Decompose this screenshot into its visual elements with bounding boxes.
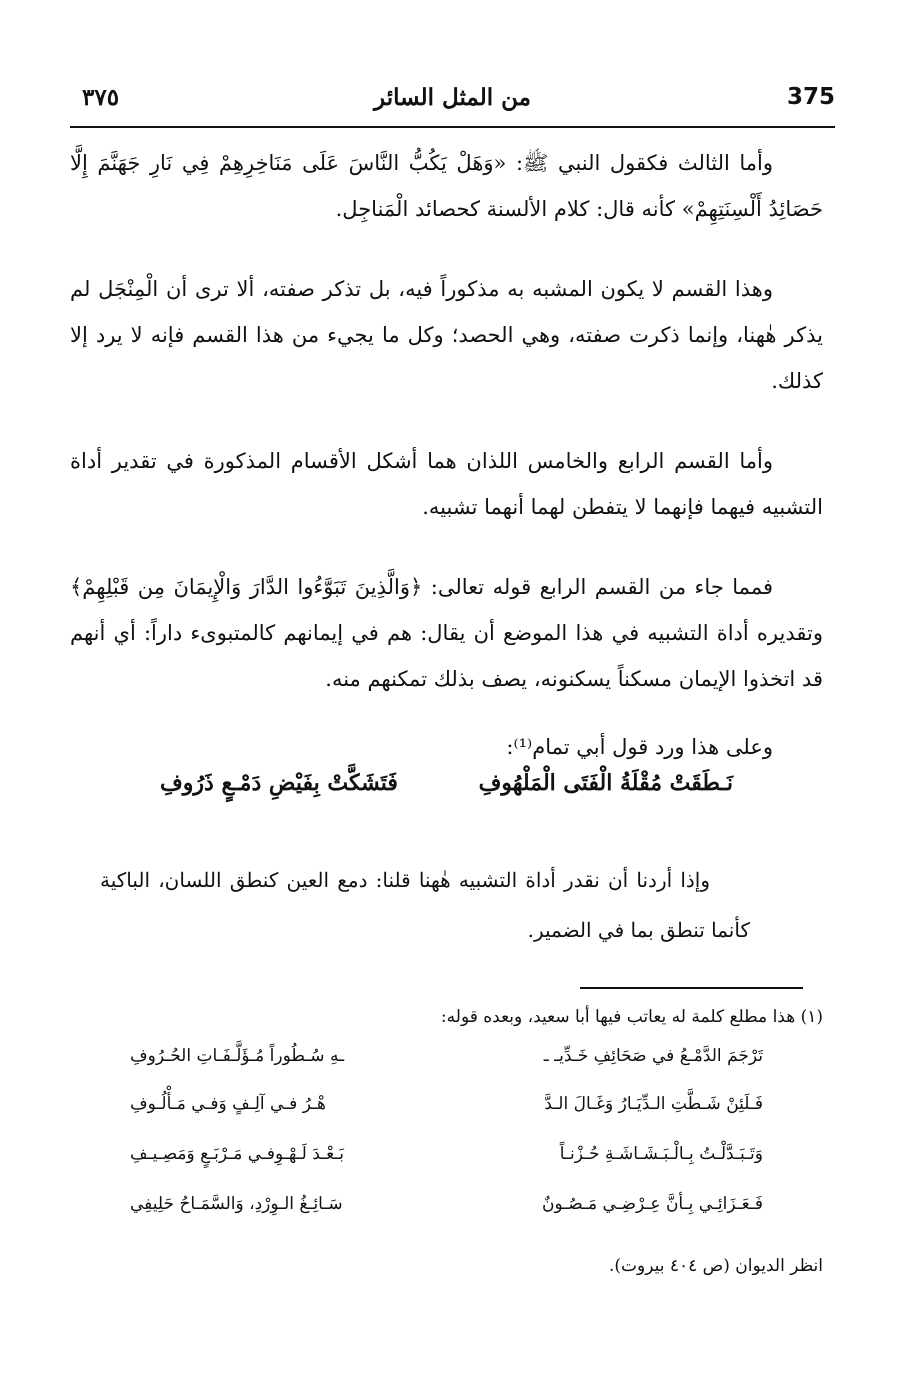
footnote-verse-line (70, 1094, 823, 1136)
footnote-hemistich-1: وَتَـبَـدَّلْـتُ بِـالْـبَـشَـاشَـةِ حُـزْنـاً (559, 1144, 763, 1164)
running-title: من المثل السائر (374, 84, 531, 111)
verse-hemistich-2: فَتَشَكَّتْ بِفَيْضِ دَمْـعٍ ذَرُوفِ (160, 770, 398, 796)
paragraph-2: وهذا القسم لا يكون المشبه به مذكوراً فيه، بل تذكر صفته، ألا ترى أن الْمِنْجَل لم يذكر هٰهنا، وإنما ذكرت صفته، وهي الحصد؛ وكل ما يجيء من هذا القسم فإنه لا يرد إلا كذلك. (70, 277, 823, 393)
verse-hemistich-1: نَـطَقَتْ مُقْلَةُ الْفَتَى الْمَلْهُوفِ (478, 770, 733, 796)
paragraph-3: وأما القسم الرابع والخامس اللذان هما أشكل الأقسام المذكورة في تقدير أداة التشبيه فيهما فإنهما لا يتفطن لهما أنهما تشبيه. (70, 449, 823, 519)
paragraph-4: فمما جاء من القسم الرابع قوله تعالى: ﴿وَالَّذِينَ تَبَوَّءُوا الدَّارَ وَالْإِيمَانَ مِن قَبْلِهِمْ﴾ وتقديره أداة التشبيه في هذا الموضع أن يقال: هم في إيمانهم كالمتبوىء داراً: أي أنهم قد اتخذوا الإيمان مسكناً يسكنونه، يصف بذلك تمكنهم منه. (70, 575, 823, 691)
footnote-hemistich-1: فَـلَئِنْ شَـطَّتِ الـدِّيَـارُ وَغَـالَ الـدَّ (544, 1094, 763, 1114)
footnote-verse-line (70, 1046, 823, 1088)
footnote-reference: انظر الديوان (ص ٤٠٤ بيروت). (608, 1256, 823, 1276)
footnote-intro: (١) هذا مطلع كلمة له يعاتب فيها أبا سعيد، وبعده قوله: (440, 1007, 823, 1027)
explanation-paragraph: وإذا أردنا أن نقدر أداة التشبيه هٰهنا قلنا: دمع العين كنطق اللسان، الباكية كأنما تنطق بما في الضمير. (100, 868, 750, 942)
page-number-latin: 375 (786, 84, 835, 110)
paragraph-5: وعلى هذا ورد قول أبي تمام⁽¹⁾: (506, 735, 773, 759)
explanation-block (100, 855, 750, 955)
footnote-hemistich-1: فَـعَـزَائِـي بِـأنَّ عِـرْضِـي مَـصُـونٌ (541, 1194, 763, 1214)
poem-verse (70, 770, 823, 816)
footnote (70, 1002, 823, 1246)
footnote-verse-line (70, 1194, 823, 1236)
footnote-hemistich-2: ـهِ سُـطُوراً مُـؤَلَّـفَـاتِ الحُـرُوفِ (130, 1046, 345, 1066)
footnote-hemistich-2: بَـعْـدَ لَـهْـوِفـي مَـرْبَـعٍ وَمَصِـيـفِ (130, 1144, 345, 1164)
header-rule (70, 126, 835, 128)
page-header (70, 78, 835, 118)
footnote-verse-line (70, 1144, 823, 1186)
footnote-hemistich-1: تَرْجَمَ الدَّمْـعُ في صَحَائِفِ خَـدِّيـ ـ (543, 1046, 763, 1066)
footnote-hemistich-2: سَـائِـغُ الـوِرْدِ، وَالسَّمَـاحُ حَلِيفِي (130, 1194, 343, 1214)
footnote-hemistich-2: هْـرُ فـي آلِـفٍ وَفـي مَـأْلُـوفِ (130, 1094, 327, 1114)
page-number-arabic: ٣٧٥ (82, 84, 120, 111)
paragraph-1: وأما الثالث فكقول النبي ﷺ: «وَهَلْ يَكُبُّ النَّاسَ عَلَى مَنَاخِرِهِمْ فِي نَارِ جَهَنَّمَ إِلَّا حَصَائِدُ أَلْسِنَتِهِمْ» كأنه قال: كلام الألسنة كحصائد الْمَناجِل. (70, 151, 823, 221)
footnote-rule (580, 987, 803, 989)
footnote-verses (70, 1046, 823, 1246)
main-text (70, 140, 823, 804)
